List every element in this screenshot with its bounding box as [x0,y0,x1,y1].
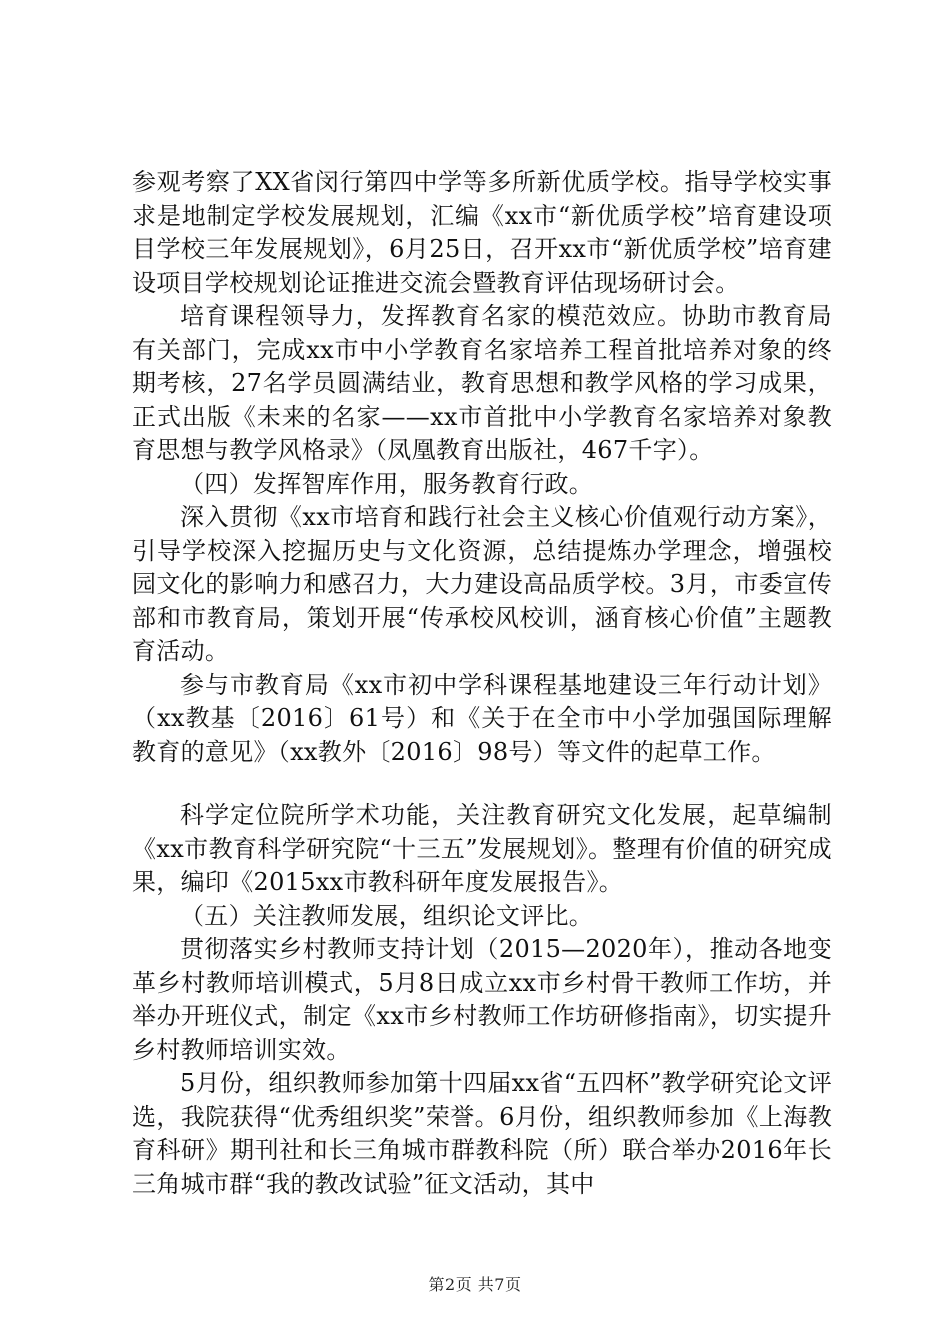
paragraph-paper-contest: 5月份，组织教师参加第十四届xx省“五四杯”教学研究论文评选，我院获得“优秀组织奖”荣誉。6月份，组织教师参加《上海教育科研》期刊社和长三角城市群教科院（所）联合举办2016年长三角城市群“我的教改试验”征文活动，其中 [132,1069,832,1198]
paragraph-rural-teachers: 贯彻落实乡村教师支持计划（2015—2020年），推动各地变革乡村教师培训模式，5月8日成立xx市乡村骨干教师工作坊，并举办开班仪式，制定《xx市乡村教师工作坊研修指南》，切实提升乡村教师培训实效。 [132,935,832,1064]
paragraph-drafting-documents: 参与市教育局《xx市初中学科课程基地建设三年行动计划》（xx教基〔2016〕61号）和《关于在全市中小学加强国际理解教育的意见》（xx教外〔2016〕98号）等文件的起草工作。 [132,670,832,766]
paragraph-core-values: 深入贯彻《xx市培育和践行社会主义核心价值观行动方案》，引导学校深入挖掘历史与文化资源，总结提炼办学理念，增强校园文化的影响力和感召力，大力建设高品质学校。3月，市委宣传部和市教育局，策划开展“传承校风校训，涵育核心价值”主题教育活动。 [132,503,832,665]
paragraph-spacer [132,769,832,799]
paragraph-curriculum-leadership: 培育课程领导力，发挥教育名家的模范效应。协助市教育局有关部门，完成xx市中小学教育名家培养工程首批培养对象的终期考核，27名学员圆满结业，教育思想和教学风格的学习成果，正式出版《未来的名家——xx市首批中小学教育名家培养对象教育思想与教学风格录》（凤凰教育出版社，467千字）。 [132,302,832,464]
page-footer: 第2页 共7页 [428,1275,522,1294]
section-heading-teacher-development: （五）关注教师发展，组织论文评比。 [180,901,594,930]
document-body [132,166,832,1201]
section-heading-think-tank: （四）发挥智库作用，服务教育行政。 [180,469,594,498]
paragraph-school-visit: 参观考察了XX省闵行第四中学等多所新优质学校。指导学校实事求是地制定学校发展规划，汇编《xx市“新优质学校”培育建设项目学校三年发展规划》，6月25日，召开xx市“新优质学校”培育建设项目学校规划论证推进交流会暨教育评估现场研讨会。 [132,168,832,297]
paragraph-academic-function: 科学定位院所学术功能，关注教育研究文化发展，起草编制《xx市教育科学研究院“十三五”发展规划》。整理有价值的研究成果，编印《2015xx市教科研年度发展报告》。 [132,801,832,896]
